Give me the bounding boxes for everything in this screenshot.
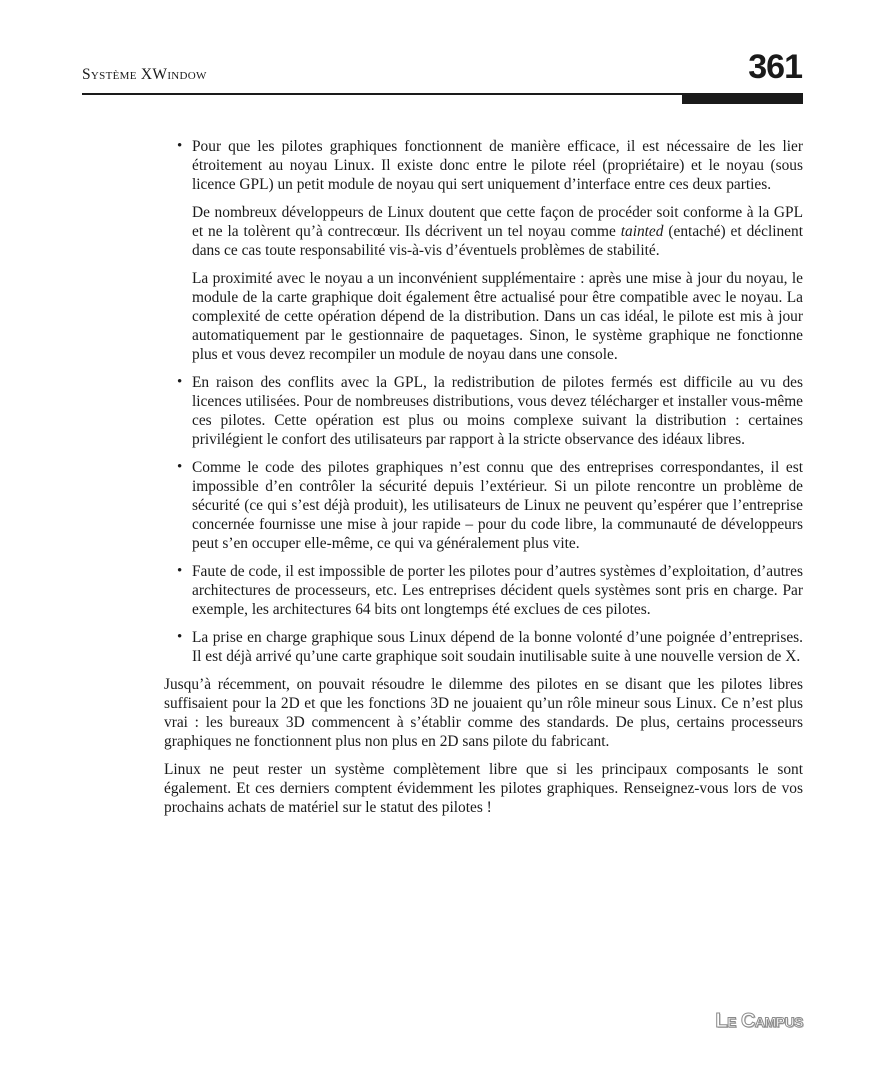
list-item-paragraph: De nombreux développeurs de Linux doutent que cette façon de procéder soit conforme à la GPL et ne la tolèrent qu’à contrecœur. Ils décrivent un tel noyau comme tainted (entaché) et déclinent dans ce cas toute responsabilité vis-à-vis d’éventuels problèmes de stabilité. <box>192 204 803 259</box>
page-number: 361 <box>748 48 802 86</box>
list-item <box>164 458 803 553</box>
bullet-icon: • <box>177 629 183 645</box>
publisher-logo: Le Campus <box>715 1010 803 1032</box>
list-item <box>164 562 803 619</box>
body-paragraph: Linux ne peut rester un système complètement libre que si les principaux composants le sont également. Et ces derniers comptent évidemment les pilotes graphiques. Renseignez-vous lors de vos prochains achats de matériel sur le statut des pilotes ! <box>164 761 803 816</box>
bullet-icon: • <box>177 563 183 579</box>
bullet-icon: • <box>177 374 183 390</box>
list-item-paragraph: La proximité avec le noyau a un inconvénient supplémentaire : après une mise à jour du noyau, le module de la carte graphique doit également être actualisé pour être compatible avec le noyau. La complexité de cette opération dépend de la distribution. Dans un cas idéal, le pilote est mis à jour automatiquement par le gestionnaire de paquetages. Sinon, le système graphique ne fonctionne plus et vous devez recompiler un module de noyau dans une console. <box>192 270 803 363</box>
list-item <box>164 628 803 666</box>
list-item <box>164 373 803 449</box>
body-paragraph: Jusqu’à récemment, on pouvait résoudre le dilemme des pilotes en se disant que les pilotes libres suffisaient pour la 2D et que les fonctions 3D ne jouaient qu’un rôle mineur sous Linux. Ce n’est plus vrai : les bureaux 3D commencent à s’établir comme des standards. De plus, certains processeurs graphiques ne fonctionnent plus non plus en 2D sans pilote du fabricant. <box>164 676 803 750</box>
header-rule-block <box>682 93 803 104</box>
list-item-paragraph: La prise en charge graphique sous Linux dépend de la bonne volonté d’une poignée d’entreprises. Il est déjà arrivé qu’une carte graphique soit soudain inutilisable suite à une nouvelle version de X. <box>192 629 803 665</box>
list-item-paragraph: Pour que les pilotes graphiques fonctionnent de manière efficace, il est nécessaire de les lier étroitement au noyau Linux. Il existe donc entre le pilote réel (propriétaire) et le noyau (sous licence GPL) un petit module de noyau qui sert uniquement d’interface entre ces deux parties. <box>192 138 803 193</box>
list-item-paragraph: En raison des conflits avec la GPL, la redistribution de pilotes fermés est difficile au vu des licences utilisées. Pour de nombreuses distributions, vous devez télécharger et installer vous-même ces pilotes. Cette opération est plus ou moins complexe suivant la distribution : certaines privilégient le confort des utilisateurs par rapport à la stricte observance des idéaux libres. <box>192 374 803 448</box>
bullet-icon: • <box>177 459 183 475</box>
page-body <box>164 137 803 826</box>
list-item-paragraph: Faute de code, il est impossible de porter les pilotes pour d’autres systèmes d’exploitation, d’autres architectures de processeurs, etc. Les entreprises décident quels systèmes sont pris en charge. Par exemple, les architectures 64 bits ont longtemps été exclues de ces pilotes. <box>192 563 803 618</box>
bullet-icon: • <box>177 138 183 154</box>
bullet-list <box>164 137 803 666</box>
list-item-paragraph: Comme le code des pilotes graphiques n’est connu que des entreprises correspondantes, il est impossible d’en contrôler la sécurité depuis l’extérieur. Si un pilote rencontre un problème de sécurité (ce qui s’est déjà produit), les utilisateurs de Linux ne peuvent qu’espérer que l’entreprise concernée fournisse une mise à jour rapide – pour du code libre, la communauté de développeurs peut s’en occuper elle-même, ce qui va généralement plus vite. <box>192 459 803 552</box>
emphasis-text: tainted <box>620 223 664 240</box>
list-item <box>164 137 803 364</box>
running-title: Système XWindow <box>82 66 207 83</box>
